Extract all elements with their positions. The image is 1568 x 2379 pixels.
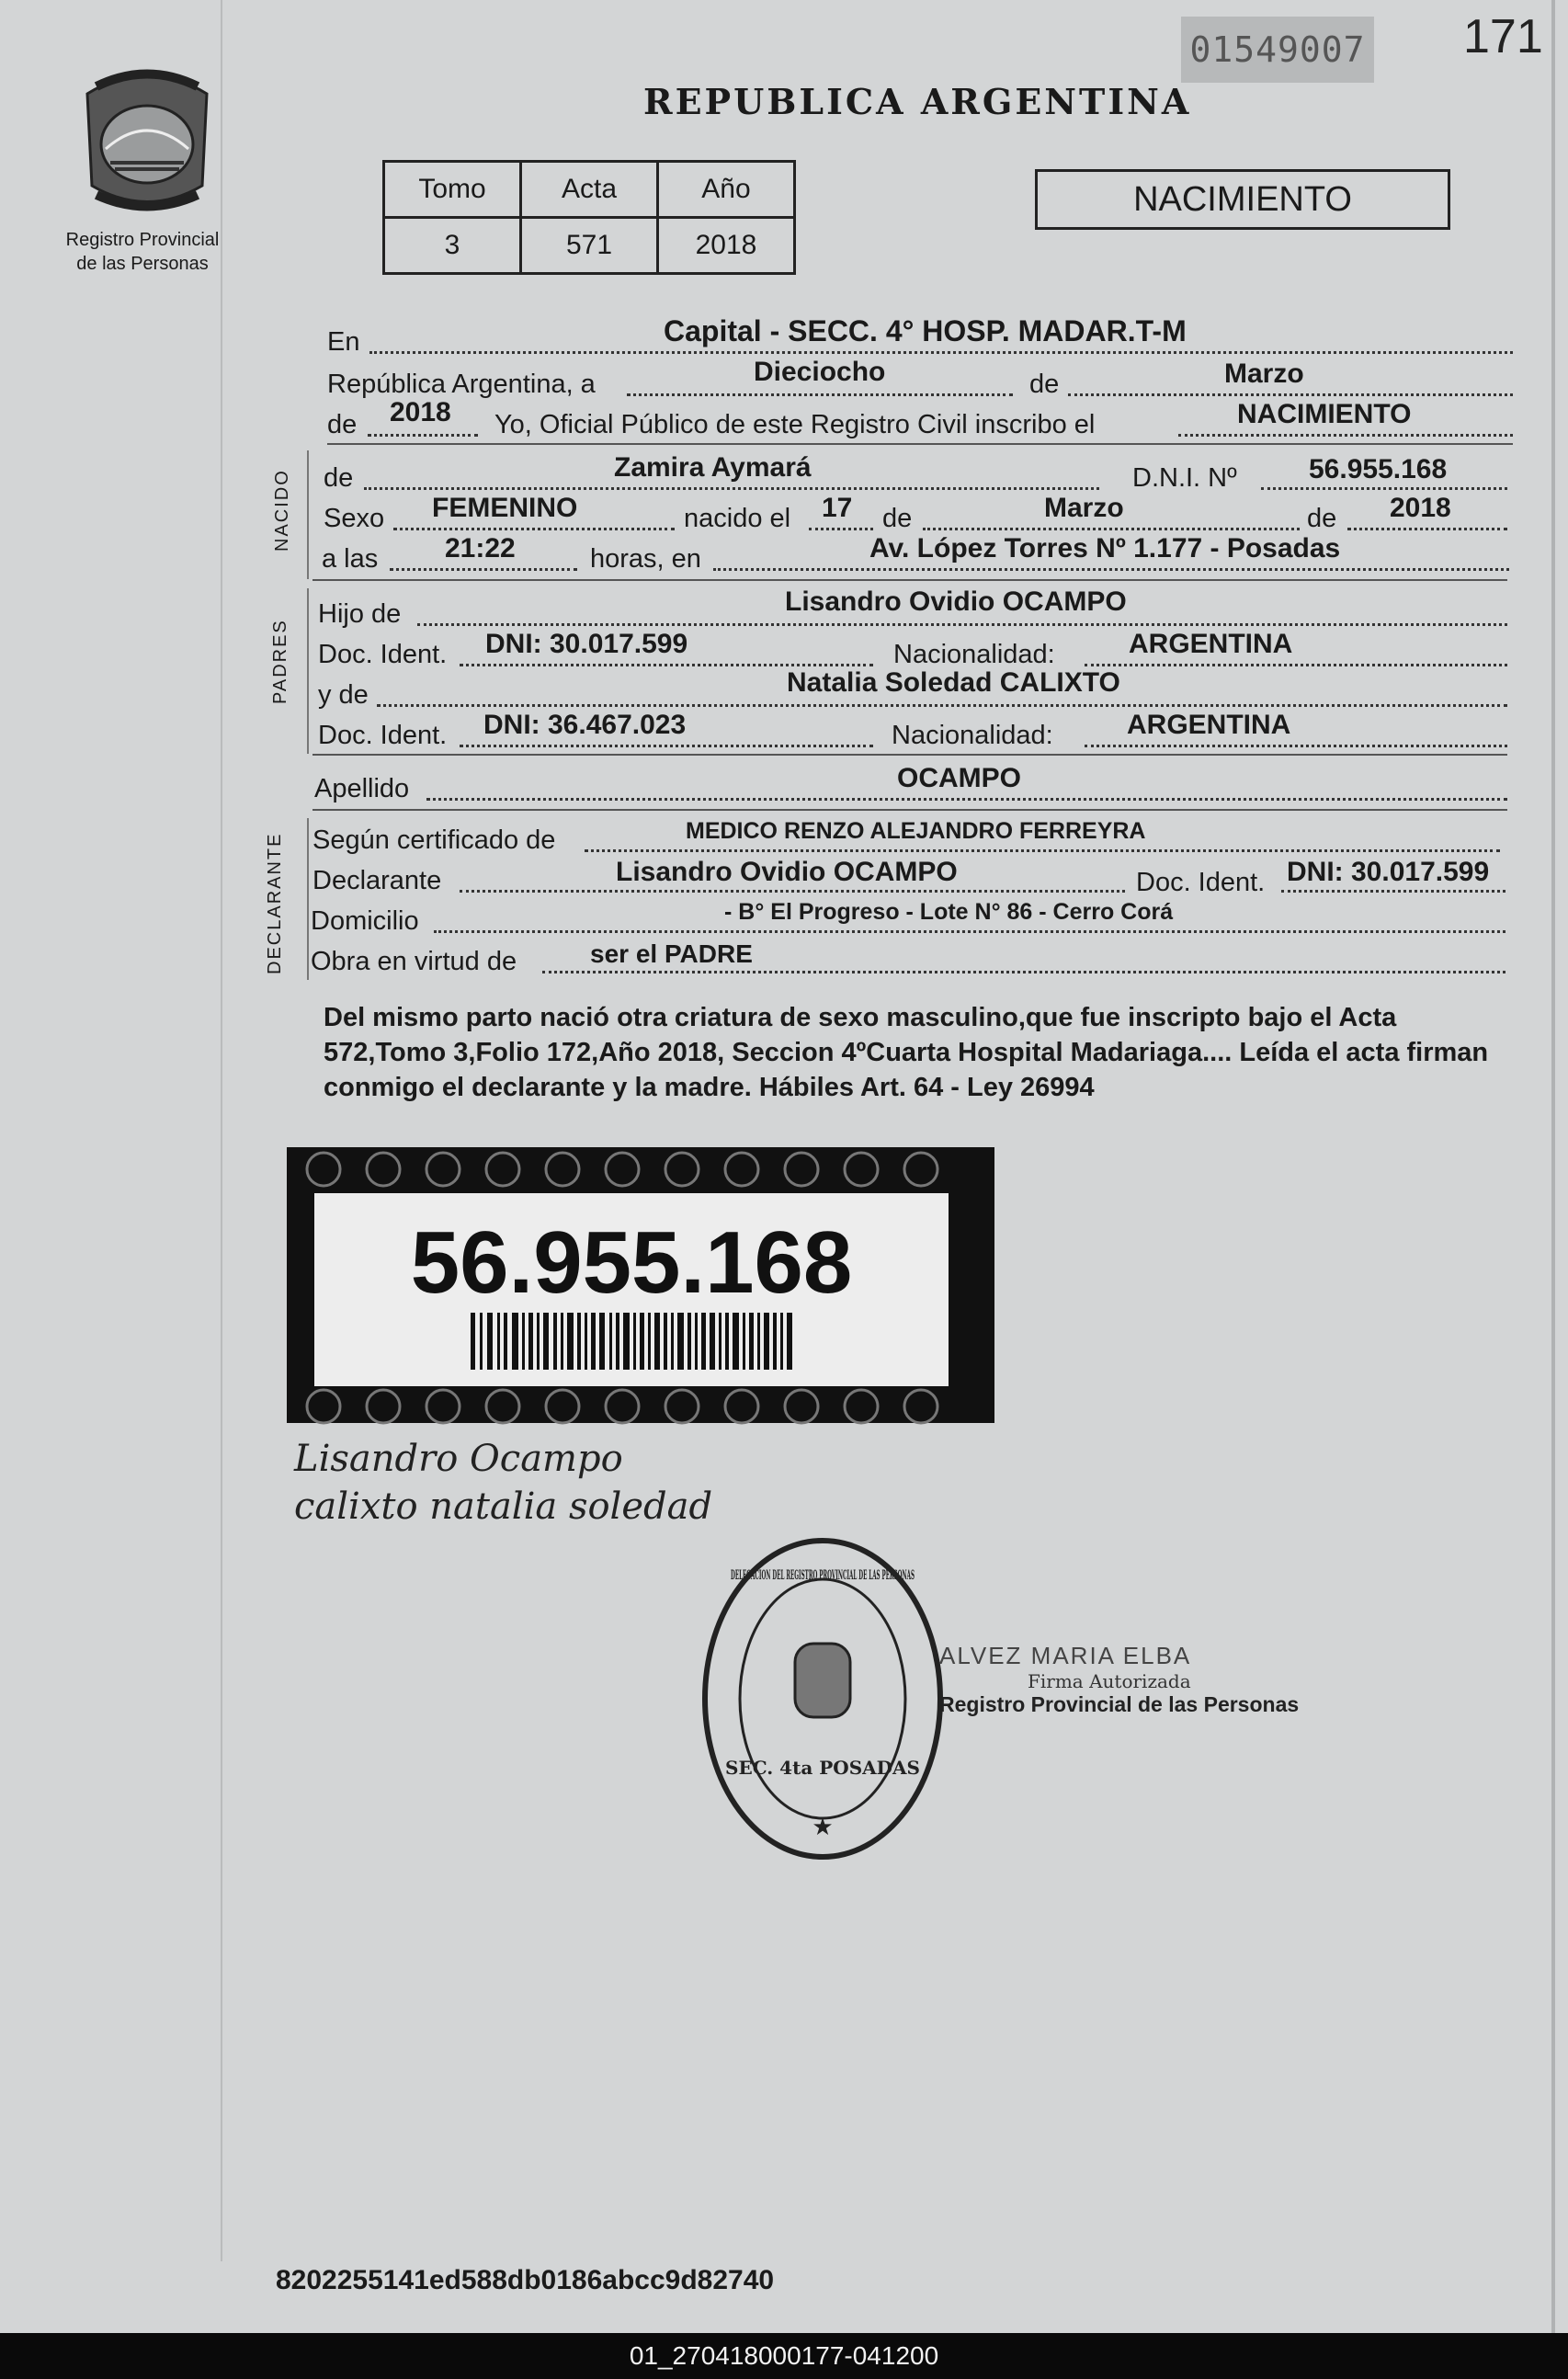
dotted-line bbox=[923, 528, 1300, 530]
section-separator bbox=[327, 443, 1513, 445]
section-separator bbox=[312, 754, 1507, 756]
dni-label: D.N.I. Nº bbox=[1132, 463, 1237, 493]
father-name: Lisandro Ovidio OCAMPO bbox=[785, 586, 1127, 617]
page-number: 171 bbox=[1463, 10, 1543, 63]
left-margin-line bbox=[221, 0, 222, 2261]
a-las-label: a las bbox=[322, 544, 379, 574]
anio-header: Año bbox=[658, 162, 795, 218]
de-label-year: de bbox=[327, 410, 358, 439]
serial-number: 01549007 bbox=[1181, 17, 1374, 83]
declarante-section-label: DECLARANTE bbox=[265, 832, 285, 974]
svg-text:★: ★ bbox=[812, 1813, 834, 1840]
dotted-line bbox=[1085, 664, 1507, 666]
sticker-number: 56.955.168 bbox=[410, 1213, 853, 1312]
dotted-line bbox=[393, 528, 675, 530]
nacido-el-label: nacido el bbox=[684, 504, 791, 533]
dotted-line bbox=[460, 745, 873, 747]
logo-caption-line-2: de las Personas bbox=[76, 254, 209, 274]
dotted-line bbox=[460, 890, 1125, 893]
document-hash: 8202255141ed588db0186abcc9d82740 bbox=[276, 2265, 775, 2295]
dotted-line bbox=[713, 568, 1509, 571]
dotted-line bbox=[364, 487, 1099, 490]
mother-signature: calixto natalia soledad bbox=[294, 1485, 713, 1528]
certificado-value: MEDICO RENZO ALEJANDRO FERREYRA bbox=[686, 818, 1146, 844]
apellido-label: Apellido bbox=[314, 774, 410, 803]
dotted-line bbox=[426, 798, 1507, 801]
dotted-line bbox=[585, 849, 1500, 852]
dotted-line bbox=[809, 528, 873, 530]
mother-doc: DNI: 36.467.023 bbox=[483, 710, 687, 740]
certificado-label: Según certificado de bbox=[312, 825, 556, 855]
dotted-line bbox=[377, 704, 1507, 707]
father-doc: DNI: 30.017.599 bbox=[485, 629, 688, 659]
child-name: Zamira Aymará bbox=[614, 452, 812, 483]
official-office: Registro Provincial de las Personas bbox=[939, 1692, 1300, 1716]
dotted-line bbox=[368, 434, 478, 437]
registration-year: 2018 bbox=[390, 397, 451, 427]
birth-year: 2018 bbox=[1390, 493, 1451, 523]
child-sex: FEMENINO bbox=[432, 493, 578, 523]
dotted-line bbox=[542, 971, 1506, 973]
nacionalidad-label: Nacionalidad: bbox=[892, 721, 1053, 750]
dni-number-sticker bbox=[287, 1147, 994, 1423]
father-nationality: ARGENTINA bbox=[1129, 629, 1293, 659]
birth-month: Marzo bbox=[1044, 493, 1124, 523]
seal-ring-text: DELEGACION DEL REGISTRO PROVINCIAL DE LAS PERSONAS bbox=[731, 1568, 915, 1583]
official-name: ALVEZ MARIA ELBA bbox=[939, 1642, 1192, 1669]
official-role: Firma Autorizada bbox=[1028, 1670, 1191, 1692]
register-table-header-row bbox=[384, 162, 795, 218]
de-label: de bbox=[1029, 370, 1060, 399]
misiones-coat-of-arms-logo bbox=[64, 57, 230, 222]
obra-value: ser el PADRE bbox=[590, 939, 753, 968]
apellido-value: OCAMPO bbox=[897, 763, 1021, 793]
dotted-line bbox=[627, 393, 1013, 396]
inscription-type: NACIMIENTO bbox=[1237, 399, 1412, 429]
file-id-bar: 01_270418000177-041200 bbox=[0, 2333, 1568, 2379]
nacido-de-label: de bbox=[324, 463, 354, 493]
dotted-line bbox=[460, 664, 873, 666]
domicilio-label: Domicilio bbox=[311, 906, 419, 936]
y-de-label: y de bbox=[318, 680, 369, 710]
registration-day: Dieciocho bbox=[754, 357, 886, 387]
document-title: REPUBLICA ARGENTINA bbox=[643, 81, 1192, 122]
horas-label: horas, en bbox=[590, 544, 701, 574]
logo-caption bbox=[46, 228, 239, 276]
acta-value: 571 bbox=[521, 218, 658, 274]
section-bar bbox=[307, 818, 309, 980]
nacionalidad-label: Nacionalidad: bbox=[893, 640, 1055, 669]
section-bar bbox=[307, 450, 309, 579]
dotted-line bbox=[1085, 745, 1507, 747]
doc-ident-label: Doc. Ident. bbox=[318, 640, 448, 669]
page-edge bbox=[1551, 0, 1555, 2333]
registration-month: Marzo bbox=[1224, 359, 1304, 389]
child-dni: 56.955.168 bbox=[1309, 454, 1448, 484]
birth-day: 17 bbox=[822, 493, 853, 523]
domicilio-value: - B° El Progreso - Lote N° 86 - Cerro Corá bbox=[724, 899, 1174, 925]
de-label: de bbox=[1307, 504, 1337, 533]
additional-notes: Del mismo parto nació otra criatura de sexo masculino,que fue inscripto bajo el Acta 572,Tomo 3,Folio 172,Año 2018, Seccion 4ºCuarta Hospital Madariaga.... Leída el acta firman conmigo el declarante y la madre. Hábiles Art. 64 - Ley 26994 bbox=[324, 1003, 1489, 1102]
register-table-value-row bbox=[384, 218, 795, 274]
mother-nationality: ARGENTINA bbox=[1127, 710, 1291, 740]
nacido-section-label: NACIDO bbox=[272, 469, 292, 552]
handwritten-signatures bbox=[292, 1427, 724, 1528]
authorized-official-stamp bbox=[939, 1642, 1325, 1717]
dotted-line bbox=[1261, 487, 1507, 490]
oficial-statement: Yo, Oficial Público de este Registro Civil inscribo el bbox=[494, 410, 1096, 439]
dotted-line bbox=[417, 623, 1507, 626]
dotted-line bbox=[434, 930, 1506, 933]
registration-place: Capital - SECC. 4° HOSP. MADAR.T-M bbox=[664, 314, 1187, 347]
section-separator bbox=[312, 809, 1507, 811]
record-type-box: NACIMIENTO bbox=[1035, 169, 1450, 230]
declarante-label: Declarante bbox=[312, 866, 442, 895]
declarante-doc: DNI: 30.017.599 bbox=[1287, 857, 1490, 887]
doc-ident-label: Doc. Ident. bbox=[1136, 868, 1266, 897]
acta-header: Acta bbox=[521, 162, 658, 218]
dotted-line bbox=[1347, 528, 1507, 530]
en-label: En bbox=[327, 327, 360, 357]
tomo-value: 3 bbox=[384, 218, 521, 274]
section-separator bbox=[312, 579, 1507, 581]
obra-label: Obra en virtud de bbox=[311, 947, 517, 976]
declarant-signature: Lisandro Ocampo bbox=[294, 1438, 623, 1480]
dotted-line bbox=[390, 568, 577, 571]
mother-name: Natalia Soledad CALIXTO bbox=[787, 667, 1120, 698]
birth-place: Av. López Torres Nº 1.177 - Posadas bbox=[869, 533, 1341, 563]
registry-seal-stamp bbox=[699, 1533, 947, 1864]
dotted-line bbox=[369, 351, 1513, 354]
logo-caption-line-1: Registro Provincial bbox=[65, 230, 220, 250]
anio-value: 2018 bbox=[658, 218, 795, 274]
tomo-header: Tomo bbox=[384, 162, 521, 218]
de-label: de bbox=[882, 504, 913, 533]
birth-time: 21:22 bbox=[445, 533, 516, 563]
section-bar bbox=[307, 588, 309, 754]
doc-ident-label: Doc. Ident. bbox=[318, 721, 448, 750]
republica-label: República Argentina, a bbox=[327, 370, 596, 399]
dotted-line bbox=[1281, 890, 1506, 893]
sexo-label: Sexo bbox=[324, 504, 385, 533]
hijo-de-label: Hijo de bbox=[318, 599, 402, 629]
declarante-name: Lisandro Ovidio OCAMPO bbox=[616, 857, 958, 887]
dotted-line bbox=[1178, 434, 1513, 437]
seal-inner-text: SEC. 4ta POSADAS bbox=[725, 1757, 920, 1779]
dotted-line bbox=[1068, 393, 1513, 396]
padres-section-label: PADRES bbox=[270, 619, 290, 704]
register-table bbox=[382, 160, 796, 275]
